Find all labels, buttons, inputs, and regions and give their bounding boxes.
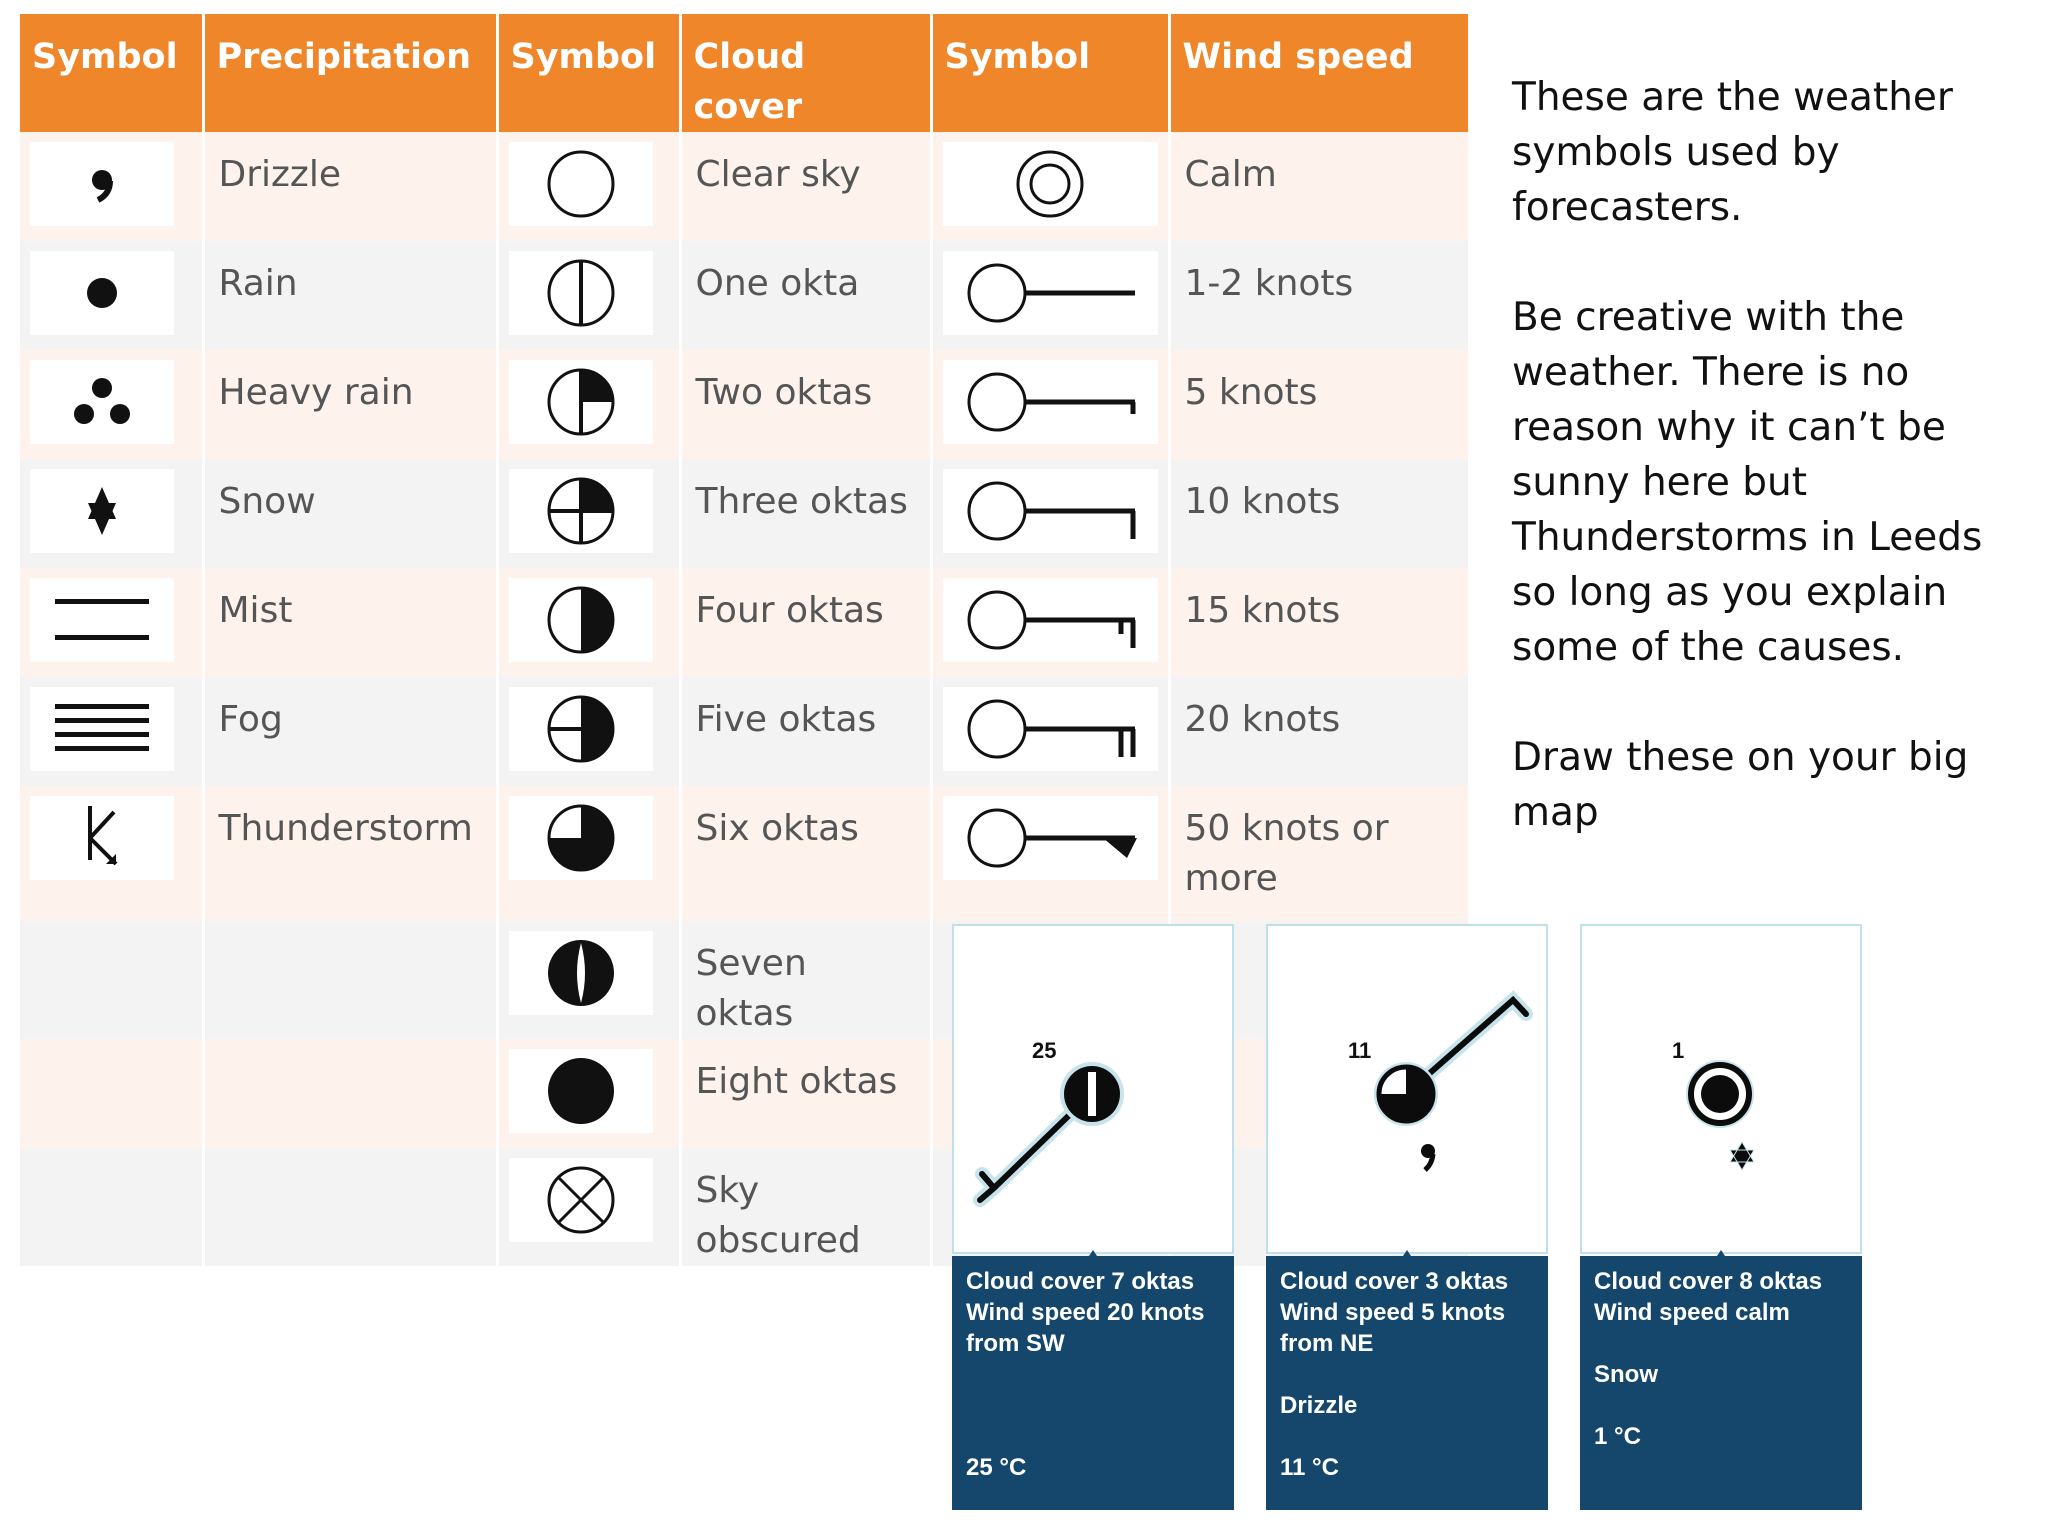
heavy-rain-icon — [30, 360, 174, 444]
mist-icon — [30, 578, 174, 662]
table-row — [20, 786, 1469, 921]
wind-label: 5 knots — [1169, 350, 1469, 459]
example-panel-1 — [952, 1256, 1234, 1510]
card-pointer — [1713, 1250, 1729, 1262]
station-plot-1 — [952, 924, 1234, 1254]
two-oktas-icon — [509, 360, 653, 444]
plot-temperature-label: 1 — [1672, 1038, 1685, 1063]
precip-label: Drizzle — [203, 132, 497, 241]
symbol-cell — [497, 241, 680, 350]
header-symbol-precip: Symbol — [20, 14, 203, 132]
example-panel-3 — [1580, 1256, 1862, 1510]
symbol-cell — [20, 1148, 203, 1266]
drizzle-icon — [30, 142, 174, 226]
precip-label — [203, 1039, 497, 1148]
precip-label: Rain — [203, 241, 497, 350]
plot-temperature-label: 25 — [1032, 1038, 1057, 1063]
wind-1-2-knots-icon — [943, 251, 1158, 335]
wind-speed-text: Wind speed 5 knots — [1280, 1299, 1506, 1326]
cloud-label: One okta — [680, 241, 931, 350]
cloud-cover-text: Cloud cover 3 oktas — [1280, 1268, 1509, 1295]
precip-label: Thunderstorm — [203, 786, 497, 921]
table-row — [20, 241, 1469, 350]
station-model-icon — [954, 926, 1236, 1256]
four-oktas-icon — [509, 578, 653, 662]
calm-icon — [943, 142, 1158, 226]
header-cloud-cover: Cloud cover — [680, 14, 931, 132]
symbol-cell — [20, 921, 203, 1039]
card-pointer — [1399, 1250, 1415, 1262]
fog-icon — [30, 687, 174, 771]
symbol-cell — [931, 677, 1169, 786]
snow-icon — [30, 469, 174, 553]
symbol-cell — [20, 350, 203, 459]
instruction-paragraph-3: Draw these on your big map — [1512, 735, 1969, 835]
five-oktas-icon — [509, 687, 653, 771]
station-plot-2 — [1266, 924, 1548, 1254]
cloud-label: Sky obscured — [680, 1148, 931, 1266]
cloud-label: Clear sky — [680, 132, 931, 241]
weather-text: Drizzle — [1280, 1392, 1358, 1419]
symbol-cell — [931, 786, 1169, 921]
symbol-cell — [497, 1148, 680, 1266]
symbol-cell — [20, 459, 203, 568]
table-row — [20, 1148, 1469, 1266]
temperature-text: 1 °C — [1594, 1423, 1641, 1450]
symbol-cell — [20, 677, 203, 786]
symbol-cell — [931, 241, 1169, 350]
wind-speed-text: Wind speed calm — [1594, 1299, 1790, 1326]
weather-symbols-table — [20, 14, 1471, 1266]
table-row — [20, 921, 1469, 1039]
cloud-label: Eight oktas — [680, 1039, 931, 1148]
cloud-label: Seven oktas — [680, 921, 931, 1039]
precip-label: Snow — [203, 459, 497, 568]
cloud-label: Five oktas — [680, 677, 931, 786]
wind-50-knots-icon — [943, 796, 1158, 880]
seven-oktas-icon — [509, 931, 653, 1015]
header-symbol-cloud: Symbol — [497, 14, 680, 132]
symbol-cell — [931, 132, 1169, 241]
eight-oktas-icon — [509, 1049, 653, 1133]
wind-label: 1-2 knots — [1169, 241, 1469, 350]
symbol-cell — [497, 677, 680, 786]
cloud-cover-text: Cloud cover 7 oktas — [966, 1268, 1195, 1295]
wind-20-knots-icon — [943, 687, 1158, 771]
precip-label — [203, 1148, 497, 1266]
cloud-label: Two oktas — [680, 350, 931, 459]
table-header-row — [20, 14, 1469, 132]
symbol-cell — [497, 921, 680, 1039]
weather-text: Snow — [1594, 1361, 1658, 1388]
clear-sky-icon — [509, 142, 653, 226]
wind-15-knots-icon — [943, 578, 1158, 662]
station-model-icon — [1582, 926, 1864, 1256]
header-symbol-wind: Symbol — [931, 14, 1169, 132]
symbol-cell — [931, 568, 1169, 677]
six-oktas-icon — [509, 796, 653, 880]
table-row — [20, 132, 1469, 241]
wind-direction-text: from NE — [1280, 1330, 1374, 1357]
three-oktas-icon — [509, 469, 653, 553]
symbol-cell — [497, 786, 680, 921]
wind-direction-text: from SW — [966, 1330, 1065, 1357]
cloud-cover-text: Cloud cover 8 oktas — [1594, 1268, 1823, 1295]
symbol-cell — [20, 568, 203, 677]
card-pointer — [1085, 1250, 1101, 1262]
wind-label: 10 knots — [1169, 459, 1469, 568]
table-row — [20, 1039, 1469, 1148]
symbol-cell — [497, 459, 680, 568]
wind-label: 20 knots — [1169, 677, 1469, 786]
temperature-text: 25 °C — [966, 1454, 1027, 1481]
cloud-label: Three oktas — [680, 459, 931, 568]
example-card-2 — [1266, 924, 1548, 1510]
cloud-label: Six oktas — [680, 786, 931, 921]
table-row — [20, 459, 1469, 568]
sky-obscured-icon — [509, 1158, 653, 1242]
precip-label: Mist — [203, 568, 497, 677]
example-card-3 — [1580, 924, 1862, 1510]
example-panel-2 — [1266, 1256, 1548, 1510]
wind-10-knots-icon — [943, 469, 1158, 553]
symbol-cell — [497, 350, 680, 459]
thunderstorm-icon — [30, 796, 174, 880]
cloud-label: Four oktas — [680, 568, 931, 677]
wind-5-knots-icon — [943, 360, 1158, 444]
table-row — [20, 350, 1469, 459]
station-plot-3 — [1580, 924, 1862, 1254]
symbol-cell — [931, 350, 1169, 459]
header-wind-speed: Wind speed — [1169, 14, 1469, 132]
wind-label: Calm — [1169, 132, 1469, 241]
example-card-1 — [952, 924, 1234, 1510]
precip-label: Heavy rain — [203, 350, 497, 459]
wind-label: 50 knots or more — [1169, 786, 1469, 921]
wind-speed-text: Wind speed 20 knots — [966, 1299, 1205, 1326]
header-precipitation: Precipitation — [203, 14, 497, 132]
symbol-cell — [20, 786, 203, 921]
symbol-cell — [20, 241, 203, 350]
symbol-cell — [20, 1039, 203, 1148]
station-model-icon — [1268, 926, 1550, 1256]
table-row — [20, 568, 1469, 677]
table-row — [20, 677, 1469, 786]
rain-icon — [30, 251, 174, 335]
symbol-cell — [497, 1039, 680, 1148]
instructions-text — [1512, 70, 2032, 895]
plot-temperature-label: 11 — [1348, 1038, 1372, 1063]
precip-label: Fog — [203, 677, 497, 786]
instruction-paragraph-1: These are the weather symbols used by forecasters. — [1512, 75, 1953, 230]
precip-label — [203, 921, 497, 1039]
wind-label: 15 knots — [1169, 568, 1469, 677]
symbol-cell — [20, 132, 203, 241]
symbol-cell — [497, 132, 680, 241]
temperature-text: 11 °C — [1280, 1454, 1339, 1481]
one-okta-icon — [509, 251, 653, 335]
instruction-paragraph-2: Be creative with the weather. There is no reason why it can’t be sunny here but Thunderstorms in Leeds so long as you explain some of the causes. — [1512, 295, 1983, 670]
symbol-cell — [497, 568, 680, 677]
weather-text — [966, 1390, 1220, 1421]
symbol-cell — [931, 459, 1169, 568]
